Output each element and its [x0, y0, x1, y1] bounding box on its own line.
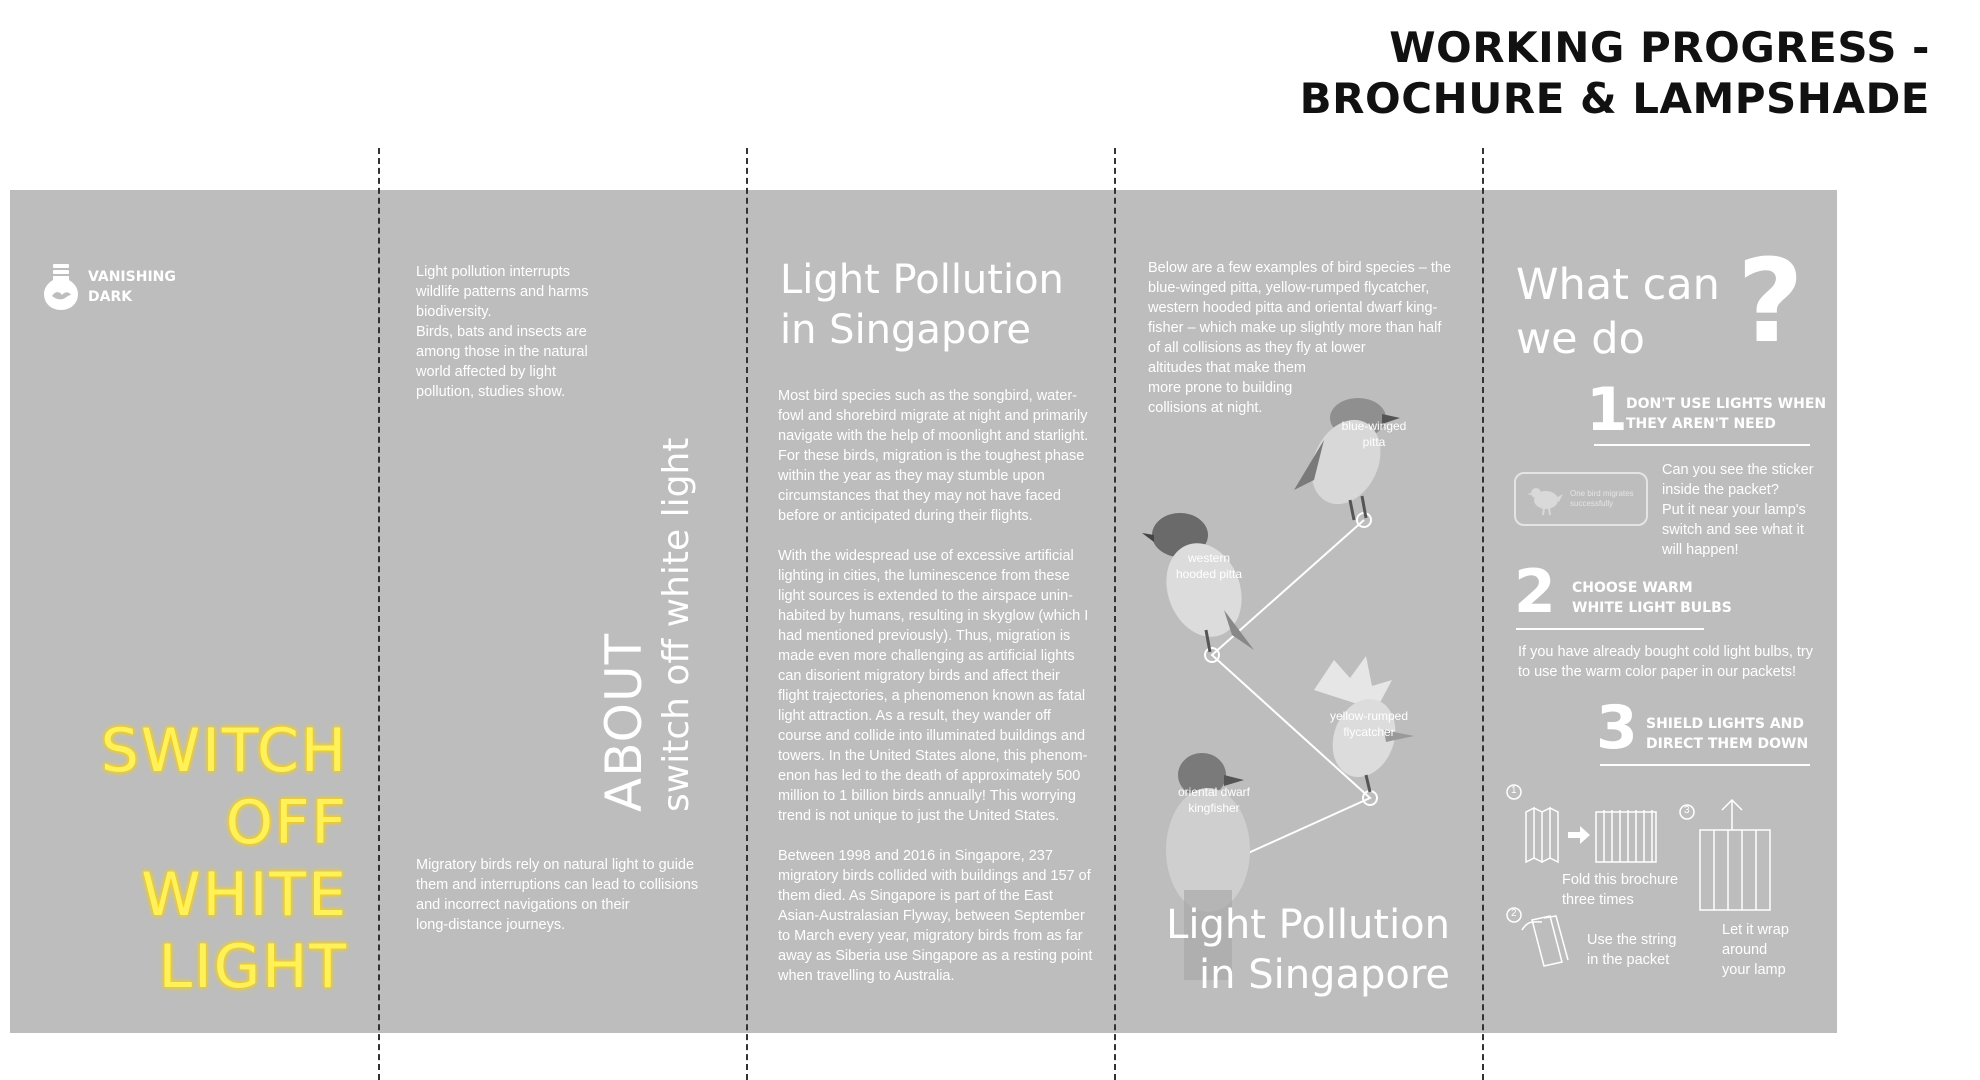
- title-line: Light Pollution: [780, 257, 1064, 303]
- bird-label-line: pitta: [1362, 435, 1386, 449]
- bird-label-line: kingfisher: [1188, 801, 1240, 815]
- bird-label: [1334, 418, 1414, 450]
- instruction-number: 2: [1511, 908, 1517, 919]
- neon-word: SWITCH: [100, 716, 348, 786]
- step-number: 3: [1596, 693, 1638, 763]
- neon-word: LIGHT: [158, 932, 348, 1002]
- logo-line-1: VANISHING: [88, 269, 176, 285]
- badge-line: One bird migrates: [1570, 489, 1634, 498]
- panel-about: [378, 190, 746, 1033]
- bird-label-line: oriental dwarf: [1177, 785, 1251, 799]
- title-line: What can: [1516, 260, 1720, 310]
- text-line: Let it wrap: [1722, 922, 1789, 938]
- panel-title: [1166, 900, 1450, 1000]
- text-line: more prone to building: [1148, 380, 1293, 396]
- text-line: Fold this brochure: [1562, 872, 1679, 888]
- text-line: Can you see the sticker: [1662, 462, 1814, 478]
- text-line: blue-winged pitta, yellow-rumped flycatcher,: [1148, 280, 1430, 296]
- step-number: 2: [1514, 557, 1556, 627]
- step-label-line: DON'T USE LIGHTS WHEN: [1626, 396, 1827, 412]
- lamp-wrap-icon: [1700, 800, 1770, 910]
- panel-title: [1516, 258, 1720, 366]
- migratory-text: [416, 855, 698, 935]
- about-word: ABOUT: [595, 632, 653, 812]
- text-line: and incorrect navigations on their: [416, 897, 630, 913]
- sticker-text: [1662, 460, 1814, 560]
- bird-label: [1164, 550, 1254, 582]
- instruction-number: 1: [1511, 785, 1517, 796]
- text-line: your lamp: [1722, 962, 1786, 978]
- arrow-right-icon: [1568, 826, 1590, 844]
- panel-cover: [10, 190, 378, 1033]
- text-line: to use the warm color paper in our packets!: [1518, 664, 1797, 680]
- text-line: inside the packet?: [1662, 482, 1779, 498]
- text-line: among those in the natural: [416, 344, 588, 360]
- badge-line: successfully: [1570, 499, 1614, 508]
- text-line: within the year as they may stumble upon: [778, 468, 1045, 484]
- title-line: Light Pollution: [1166, 902, 1450, 948]
- text-line: lighting in cities, the luminescence from these: [778, 568, 1070, 584]
- divider: [1600, 764, 1810, 766]
- panel-title: [780, 255, 1064, 355]
- sticker-badge: [1514, 472, 1648, 526]
- text-line: light attraction. As a result, they wander off: [778, 708, 1051, 724]
- heading-line-1: WORKING PROGRESS -: [1389, 23, 1930, 72]
- body-text: [778, 386, 1092, 986]
- text-line: pollution, studies show.: [416, 384, 566, 400]
- text-line: course and collide into illuminated buildings and: [778, 728, 1086, 744]
- text-line: Below are a few examples of bird species – the: [1148, 260, 1452, 276]
- folded-brochure-icon: [1526, 808, 1558, 862]
- wrap-instruction: [1722, 920, 1789, 980]
- step-label-line: DIRECT THEM DOWN: [1646, 736, 1809, 752]
- string-packet-icon: [1522, 916, 1568, 966]
- bird-label: [1164, 784, 1264, 816]
- text-line: fisher – which make up slightly more than half: [1148, 320, 1442, 336]
- step-number: 1: [1586, 375, 1628, 445]
- instruction-number: 3: [1684, 805, 1690, 816]
- text-line: three times: [1562, 892, 1634, 908]
- neon-title: [101, 715, 348, 1003]
- blue-winged-pitta-icon: [1294, 398, 1400, 520]
- text-line: western hooded pitta and oriental dwarf king-: [1148, 300, 1438, 316]
- text-line: navigate with the help of moonlight and starlight.: [778, 428, 1089, 444]
- text-line: in the packet: [1587, 952, 1670, 968]
- western-hooded-pitta-icon: [1142, 513, 1254, 652]
- text-line: habited by humans, resulting in skyglow (which I: [778, 608, 1089, 624]
- text-line: will happen!: [1662, 542, 1739, 558]
- fold-instruction: [1562, 870, 1678, 910]
- about-subtitle: switch off white light: [656, 437, 697, 812]
- text-line: trend is not unique to just the United States.: [778, 808, 1060, 824]
- page-heading: [1300, 22, 1930, 124]
- text-line: fowl and shorebird migrate at night and primarily: [778, 408, 1088, 424]
- heading-line-2: BROCHURE & LAMPSHADE: [1299, 74, 1930, 123]
- bulbs-text: [1518, 642, 1813, 682]
- step-label: [1626, 394, 1826, 434]
- text-line: Use the string: [1587, 932, 1677, 948]
- text-line: them died. As Singapore is part of the East: [778, 888, 1053, 904]
- text-line: Light pollution interrupts: [416, 264, 570, 280]
- text-line: had mentioned previously). Thus, migration is: [778, 628, 1071, 644]
- text-line: Most bird species such as the songbird, water-: [778, 388, 1077, 404]
- text-line: when travelling to Australia.: [778, 968, 955, 984]
- bird-label: [1324, 708, 1414, 740]
- step-label-line: WHITE LIGHT BULBS: [1572, 600, 1732, 616]
- bulb-logo-icon: [44, 262, 78, 312]
- bird-label-line: western: [1187, 551, 1231, 565]
- text-line: towers. In the United States alone, this phenom-: [778, 748, 1088, 764]
- intro-text: [416, 262, 588, 402]
- text-line: world affected by light: [416, 364, 556, 380]
- text-line: migratory birds collided with buildings and 157 of: [778, 868, 1091, 884]
- neon-word: WHITE: [141, 860, 348, 930]
- pleated-brochure-icon: [1596, 810, 1656, 862]
- step-label: [1646, 714, 1808, 754]
- text-line: Migratory birds rely on natural light to guide: [416, 857, 695, 873]
- title-line: we do: [1516, 314, 1645, 364]
- text-line: Between 1998 and 2016 in Singapore, 237: [778, 848, 1053, 864]
- about-vertical-title: [596, 438, 702, 812]
- text-line: enon has led to the death of approximately 500: [778, 768, 1081, 784]
- title-line: in Singapore: [780, 307, 1031, 353]
- text-line: flight trajectories, a phenomenon known as fatal: [778, 688, 1086, 704]
- text-line: around: [1722, 942, 1768, 958]
- text-line: Put it near your lamp's: [1662, 502, 1806, 518]
- text-line: Asian-Australasian Flyway, between September: [778, 908, 1085, 924]
- text-line: million to 1 billion birds annually! This worrying: [778, 788, 1076, 804]
- question-mark: ?: [1737, 235, 1804, 369]
- text-line: away as Siberia use Singapore as a resting point: [778, 948, 1093, 964]
- text-line: light sources is extended to the airspace unin-: [778, 588, 1074, 604]
- sticker-badge-text: [1570, 489, 1634, 509]
- text-line: wildlife patterns and harms: [416, 284, 589, 300]
- text-line: biodiversity.: [416, 304, 492, 320]
- text-line: circumstances that they may not have faced: [778, 488, 1061, 504]
- step-label: [1572, 578, 1732, 618]
- logo-line-2: DARK: [88, 289, 133, 305]
- text-line: made even more challenging as artificial lights: [778, 648, 1075, 664]
- text-line: of all collisions as they fly at lower: [1148, 340, 1366, 356]
- text-line: collisions at night.: [1148, 400, 1263, 416]
- step-label-line: CHOOSE WARM: [1572, 580, 1693, 596]
- panel-what-can-we-do: [1482, 190, 1837, 1033]
- panel-light-pollution: [746, 190, 1114, 1033]
- bird-label-line: blue-winged: [1341, 419, 1407, 433]
- title-line: in Singapore: [1199, 952, 1450, 998]
- text-line: long-distance journeys.: [416, 917, 566, 933]
- bird-label-line: flycatcher: [1343, 725, 1395, 739]
- text-line: If you have already bought cold light bulbs, try: [1518, 644, 1814, 660]
- bird-label-line: hooded pitta: [1175, 567, 1243, 581]
- divider: [1594, 444, 1810, 446]
- text-line: to March every year, migratory birds from as far: [778, 928, 1083, 944]
- text-line: For these birds, migration is the toughest phase: [778, 448, 1085, 464]
- text-line: altitudes that make them: [1148, 360, 1306, 376]
- step-label-line: SHIELD LIGHTS AND: [1646, 716, 1805, 732]
- step-label-line: THEY AREN'T NEED: [1626, 416, 1776, 432]
- text-line: switch and see what it: [1662, 522, 1804, 538]
- text-line: before or anticipated during their flights.: [778, 508, 1033, 524]
- divider: [1516, 628, 1704, 630]
- logo: [44, 262, 176, 312]
- panel-bird-species: [1114, 190, 1482, 1033]
- neon-word: OFF: [225, 788, 348, 858]
- text-line: can disorient migratory birds and affect their: [778, 668, 1060, 684]
- text-line: With the widespread use of excessive artificial: [778, 548, 1074, 564]
- text-line: Birds, bats and insects are: [416, 324, 587, 340]
- string-instruction: [1587, 930, 1676, 970]
- text-line: them and interruptions can lead to collisions: [416, 877, 699, 893]
- bird-icon: [1526, 480, 1564, 518]
- bird-label-line: yellow-rumped: [1329, 709, 1409, 723]
